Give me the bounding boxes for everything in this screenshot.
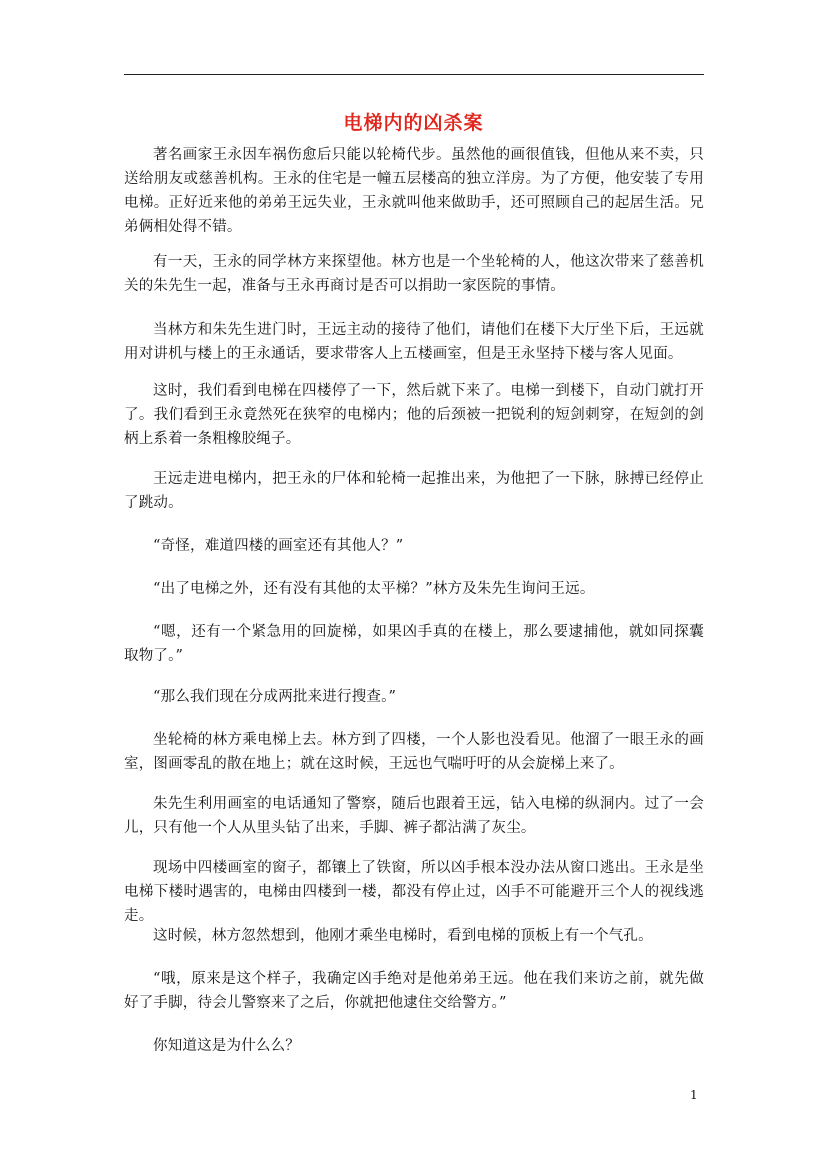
paragraph-4: 这时，我们看到电梯在四楼停了一下，然后就下来了。电梯一到楼下，自动门就打开了。我们看到王永竟然死在狭窄的电梯内；他的后颈被一把锐利的短剑刺穿，在短剑的剑柄上系着一条粗橡胶绳子。 <box>124 383 704 447</box>
paragraph-8: “嗯，还有一个紧急用的回旋梯，如果凶手真的在楼上，那么要逮捕他，就如同探囊取物了。” <box>124 624 704 664</box>
paragraph-11: 朱先生利用画室的电话通知了警察，随后也跟着王远，钻入电梯的纵洞内。过了一会儿，只有他一个人从里头钻了出来，手脚、裤子都沾满了灰尘。 <box>124 796 704 836</box>
page-title: 电梯内的凶杀案 <box>343 112 484 134</box>
paragraph-7: “出了电梯之外，还有没有其他的太平梯？”林方及朱先生询问王远。 <box>153 581 595 597</box>
paragraph-6: “奇怪，难道四楼的画室还有其他人？” <box>153 538 404 554</box>
paragraph-5: 王远走进电梯内，把王永的尸体和轮椅一起推出来，为他把了一下脉，脉搏已经停止了跳动。 <box>124 471 704 511</box>
paragraph-1: 著名画家王永因车祸伤愈后只能以轮椅代步。虽然他的画很值钱，但他从来不卖，只送给朋友或慈善机构。王永的住宅是一幢五层楼高的独立洋房。为了方便，他安装了专用电梯。正好近来他的弟弟王远失业，王永就叫他来做助手，还可照顾自己的起居生活。兄弟俩相处得不错。 <box>124 147 704 235</box>
paragraph-9: “那么我们现在分成两批来进行搜查。” <box>153 689 397 705</box>
paragraph-12: 现场中四楼画室的窗子，都镶上了铁窗，所以凶手根本没办法从窗口逃出。王永是坐电梯下楼时遇害的，电梯由四楼到一楼，都没有停止过，凶手不可能避开三个人的视线逃走。 <box>124 860 704 924</box>
paragraph-13: 这时候，林方忽然想到，他刚才乘坐电梯时，看到电梯的顶板上有一个气孔。 <box>153 928 653 944</box>
header-rule <box>124 74 704 75</box>
page-number: 1 <box>690 1088 698 1102</box>
paragraph-14: “哦，原来是这个样子，我确定凶手绝对是他弟弟王远。他在我们来访之前，就先做好了手脚，待会儿警察来了之后，你就把他逮住交给警方。” <box>124 971 704 1011</box>
paragraph-3: 当林方和朱先生进门时，王远主动的接待了他们，请他们在楼下大厅坐下后，王远就用对讲机与楼上的王永通话，要求带客人上五楼画室，但是王永坚持下楼与客人见面。 <box>124 322 704 362</box>
paragraph-10: 坐轮椅的林方乘电梯上去。林方到了四楼，一个人影也没看见。他溜了一眼王永的画室，图画零乱的散在地上；就在这时候，王远也气喘吁吁的从会旋梯上来了。 <box>124 732 704 772</box>
paragraph-2: 有一天，王永的同学林方来探望他。林方也是一个坐轮椅的人，他这次带来了慈善机关的朱先生一起，准备与王永再商讨是否可以捐助一家医院的事情。 <box>124 254 704 294</box>
paragraph-15: 你知道这是为什么么？ <box>153 1038 300 1054</box>
